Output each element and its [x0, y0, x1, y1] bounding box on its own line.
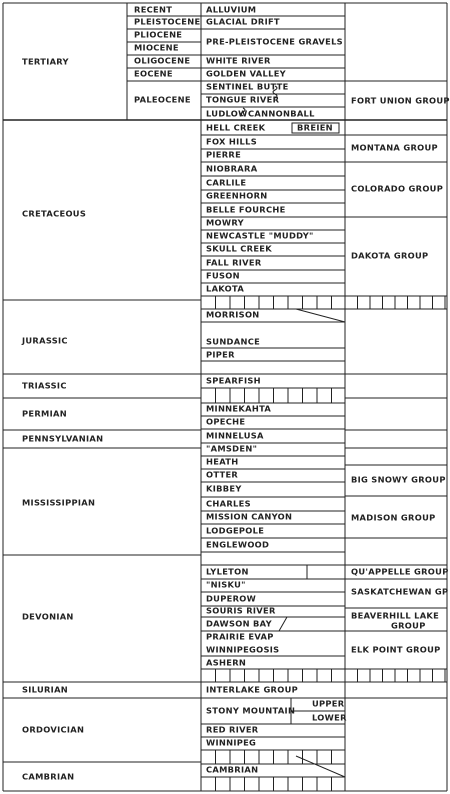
amsden-label: "AMSDEN" — [206, 443, 258, 454]
prairie-evap-label: PRAIRIE EVAP — [206, 631, 274, 642]
nisku-label: "NISKU" — [206, 579, 246, 590]
jurassic-label: JURASSIC — [22, 335, 68, 346]
tertiary-label: TERTIARY — [22, 56, 69, 67]
silurian-label: SILURIAN — [22, 684, 69, 695]
white-river-label: WHITE RIVER — [206, 55, 271, 66]
madison-label: MADISON GROUP — [351, 512, 436, 523]
minnelusa-label: MINNELUSA — [206, 430, 264, 441]
minnekahta-label: MINNEKAHTA — [206, 403, 272, 414]
pre-pleistocene-gravels-label: PRE-PLEISTOCENE GRAVELS — [206, 36, 343, 47]
otter-label: OTTER — [206, 469, 239, 480]
greenhorn-label: GREENHORN — [206, 190, 268, 201]
mission-canyon-label: MISSION CANYON — [206, 511, 293, 522]
alluvium-label: ALLUVIUM — [206, 4, 257, 15]
englewood-label: ENGLEWOOD — [206, 539, 270, 550]
devonian-label: DEVONIAN — [22, 611, 74, 622]
stony-mountain-label: STONY MOUNTAIN — [206, 705, 296, 716]
lodgepole-label: LODGEPOLE — [206, 525, 265, 536]
interlake-label: INTERLAKE GROUP — [206, 684, 299, 695]
niobrara-label: NIOBRARA — [206, 163, 258, 174]
colorado-label: COLORADO GROUP — [351, 183, 444, 194]
elk-point-label: ELK POINT GROUP — [351, 644, 441, 655]
beaverhill-2-label: GROUP — [391, 620, 426, 631]
dawson-bay-label: DAWSON BAY — [206, 618, 272, 629]
lower-label: LOWER — [312, 712, 347, 723]
triassic-label: TRIASSIC — [22, 380, 67, 391]
morrison-label: MORRISON — [206, 309, 260, 320]
tongue-river-label: TONGUE RIVER — [206, 94, 280, 105]
winnipeg-label: WINNIPEG — [206, 737, 257, 748]
lyleton-label: LYLETON — [206, 566, 249, 577]
winnipegosis-label: WINNIPEGOSIS — [206, 644, 280, 655]
montana-label: MONTANA GROUP — [351, 142, 438, 153]
fort-union-label: FORT UNION GROUP — [351, 95, 450, 106]
heath-label: HEATH — [206, 456, 239, 467]
recent-label: RECENT — [134, 4, 173, 15]
breien-label: BREIEN — [297, 122, 333, 133]
oligocene-label: OLIGOCENE — [134, 55, 191, 66]
sentinel-butte-label: SENTINEL BUTTE — [206, 81, 289, 92]
cretaceous-label: CRETACEOUS — [22, 208, 87, 219]
hell-creek-label: HELL CREEK — [206, 122, 266, 133]
pleistocene-label: PLEISTOCENE — [134, 16, 201, 27]
eocene-label: EOCENE — [134, 68, 173, 79]
fall-river-label: FALL RIVER — [206, 257, 262, 268]
quappelle-label: QU'APPELLE GROUP — [351, 566, 449, 577]
sundance-label: SUNDANCE — [206, 336, 261, 347]
fox-hills-label: FOX HILLS — [206, 136, 257, 147]
miocene-label: MIOCENE — [134, 42, 179, 53]
cambrian-label: CAMBRIAN — [22, 771, 75, 782]
piper-label: PIPER — [206, 349, 235, 360]
cambrian-fm-label: CAMBRIAN — [206, 764, 259, 775]
dakota-label: DAKOTA GROUP — [351, 250, 429, 261]
mowry-label: MOWRY — [206, 217, 244, 228]
newcastle-label: NEWCASTLE "MUDDY" — [206, 230, 314, 241]
big-snowy-label: BIG SNOWY GROUP — [351, 474, 446, 485]
pliocene-label: PLIOCENE — [134, 29, 183, 40]
charles-label: CHARLES — [206, 498, 251, 509]
skull-creek-label: SKULL CREEK — [206, 243, 273, 254]
duperow-label: DUPEROW — [206, 593, 257, 604]
golden-valley-label: GOLDEN VALLEY — [206, 68, 286, 79]
ludlow-label: LUDLOW — [206, 108, 248, 119]
ashern-label: ASHERN — [206, 657, 247, 668]
lakota-label: LAKOTA — [206, 283, 245, 294]
fuson-label: FUSON — [206, 270, 240, 281]
kibbey-label: KIBBEY — [206, 483, 242, 494]
cannonball-label: CANNONBALL — [248, 108, 315, 119]
belle-fourche-label: BELLE FOURCHE — [206, 204, 286, 215]
carlile-label: CARLILE — [206, 177, 247, 188]
chart-labels — [21, 5, 450, 782]
permian-label: PERMIAN — [22, 408, 67, 419]
pierre-label: PIERRE — [206, 149, 242, 160]
mississippian-label: MISSISSIPPIAN — [22, 497, 96, 508]
pennsylvanian-label: PENNSYLVANIAN — [22, 433, 104, 444]
souris-river-label: SOURIS RIVER — [206, 605, 276, 616]
saskatchewan-label: SASKATCHEWAN GP — [351, 586, 449, 597]
paleocene-label: PALEOCENE — [134, 94, 191, 105]
upper-label: UPPER — [312, 698, 345, 709]
opeche-label: OPECHE — [206, 416, 246, 427]
ordovician-label: ORDOVICIAN — [22, 724, 85, 735]
glacial-drift-label: GLACIAL DRIFT — [206, 16, 280, 27]
chart-lines — [3, 3, 447, 791]
beaverhill-1-label: BEAVERHILL LAKE — [351, 610, 440, 621]
red-river-label: RED RIVER — [206, 724, 259, 735]
spearfish-label: SPEARFISH — [206, 375, 261, 386]
